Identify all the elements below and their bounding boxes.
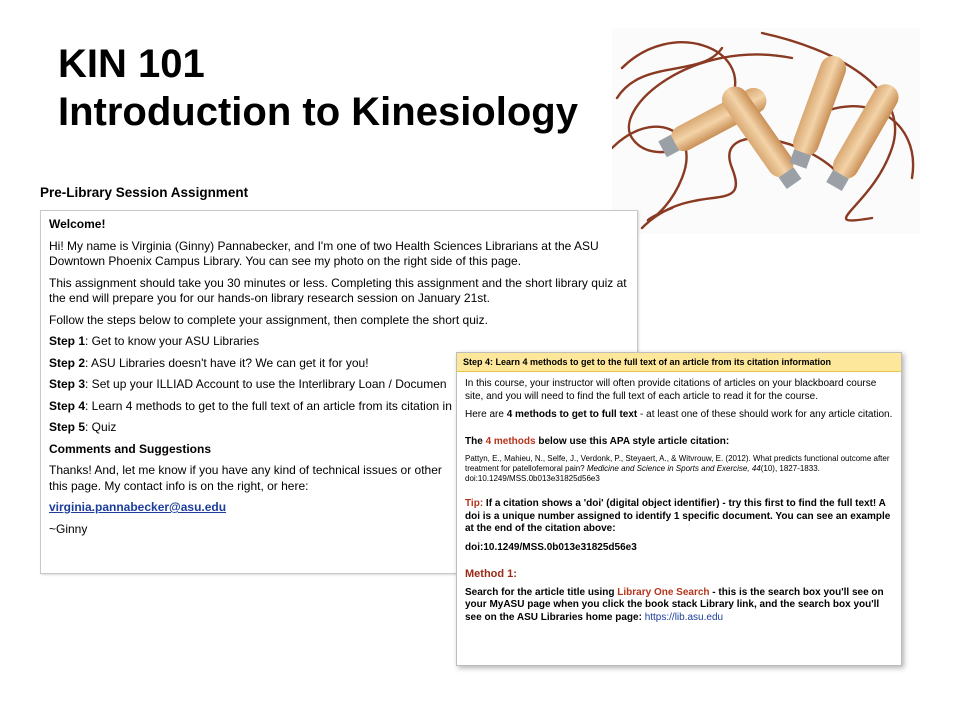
doi-tip: Tip: If a citation shows a 'doi' (digital object identifier) - try this first to find the full text! A doi is a unique number assigned to identify 1 specific document. You can see an example at the end of the citation above: [465, 498, 891, 534]
step-4[interactable]: Step 4: Learn 4 methods to get to the full text of an article from its citation in [49, 398, 452, 413]
step-3[interactable]: Step 3: Set up your ILLIAD Account to use the Interlibrary Loan / Documen [49, 377, 447, 391]
method-1-text: Search for the article title using Library One Search - this is the search box you'll see on your MyASU page when you click the book stack Library link, and the search box you'll see on the ASU Libraries home page: https://lib.asu.edu [465, 586, 884, 623]
jump-rope-photo [612, 28, 920, 234]
comments-text: Thanks! And, let me know if you have any kind of technical issues or other this page. My contact info is on the right, or here: [49, 463, 442, 493]
step-1[interactable]: Step 1: Get to know your ASU Libraries [49, 334, 260, 348]
slide-title [58, 40, 578, 136]
welcome-text: Welcome! [49, 217, 106, 231]
step-5[interactable]: Step 5: Quiz [49, 420, 117, 434]
step4-paragraph-1: In this course, your instructor will often provide citations of articles on your blackboard course site, and you will need to find the full text of each article to read it for the course. [465, 378, 877, 402]
course-name: Introduction to Kinesiology [58, 90, 578, 134]
methods-intro: The 4 methods below use this APA style article citation: [465, 435, 730, 447]
step4-paragraph-2: Here are 4 methods to get to full text - at least one of these should work for any article citation. [465, 409, 893, 420]
lib-asu-link[interactable]: https://lib.asu.edu [644, 611, 724, 623]
assignment-heading: Pre-Library Session Assignment [40, 185, 249, 200]
course-code: KIN 101 [58, 42, 205, 86]
doi-example: doi:10.1249/MSS.0b013e31825d56e3 [465, 541, 637, 553]
signoff: ~Ginny [49, 521, 88, 536]
intro-paragraph-2: This assignment should take you 30 minutes or less. Completing this assignment and the short library quiz at the end will prepare you for our hands-on library research session on January 21st. [49, 275, 627, 305]
step-2[interactable]: Step 2: ASU Libraries doesn't have it? We can get it for you! [49, 355, 369, 370]
comments-heading: Comments and Suggestions [49, 441, 212, 456]
library-one-search-link[interactable]: Library One Search [617, 586, 710, 598]
step4-header-bar: Step 4: Learn 4 methods to get to the full text of an article from its citation information [457, 353, 901, 372]
apa-citation: Pattyn, E., Mahieu, N., Selfe, J., Verdonk, P., Steyaert, A., & Witvrouw, E. (2012). What predicts functional outcome after treatment for patellofemoral pain? Medicine and Science in Sports and Exercise, 44(10), 1827-1833. doi:10.1249/MSS.0b013e31825d56e3 [465, 454, 890, 483]
step4-screenshot [456, 352, 902, 666]
email-link[interactable]: virginia.pannabecker@asu.edu [49, 500, 227, 514]
intro-paragraph-3: Follow the steps below to complete your assignment, then complete the short quiz. [49, 312, 488, 327]
intro-paragraph-1: Hi! My name is Virginia (Ginny) Pannabecker, and I'm one of two Health Sciences Librarians at the ASU Downtown Phoenix Campus Library. You can see my photo on the right side of this page. [49, 238, 599, 268]
method-1-heading: Method 1: [465, 568, 517, 580]
